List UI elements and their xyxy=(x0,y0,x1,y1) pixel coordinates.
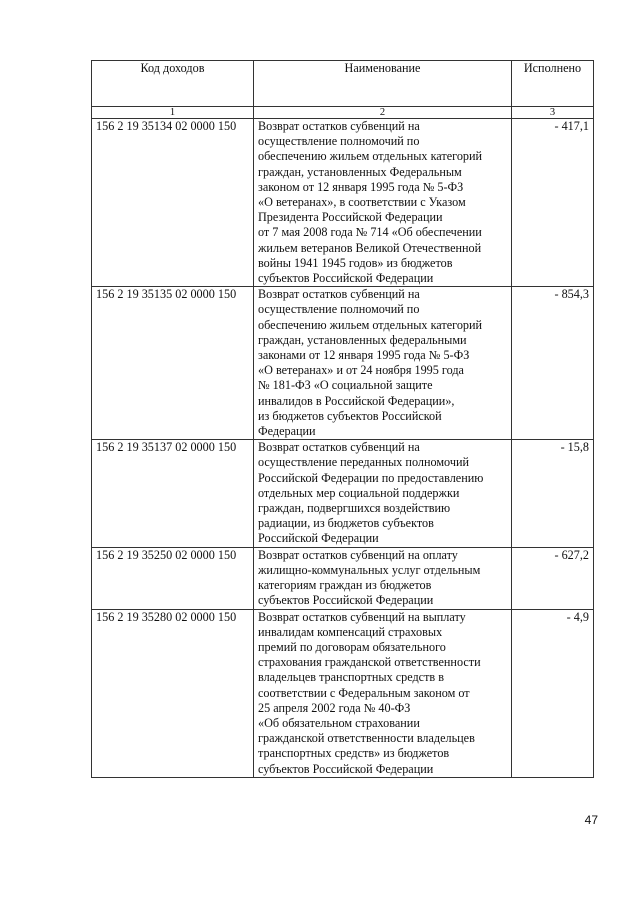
revenue-name-line: граждан, установленных Федеральным xyxy=(258,164,462,179)
header-row xyxy=(92,61,594,107)
header-amount: Исполнено xyxy=(512,61,594,107)
revenue-name xyxy=(254,287,512,440)
executed-amount: - 4,9 xyxy=(512,609,594,777)
revenue-name xyxy=(254,119,512,287)
revenue-name-line: от 7 мая 2008 года № 714 «Об обеспечении xyxy=(258,225,482,240)
table-row xyxy=(92,119,594,287)
revenue-name-line: Возврат остатков субвенций на xyxy=(258,440,420,455)
revenue-name-line: отдельных мер социальной поддержки xyxy=(258,485,460,500)
revenue-name-line: субъектов Российской Федерации xyxy=(258,761,434,776)
revenue-name-line: субъектов Российской Федерации xyxy=(258,271,434,286)
revenue-name-line: Президента Российской Федерации xyxy=(258,210,443,225)
table-row xyxy=(92,440,594,547)
revenue-name-line: «Об обязательном страховании xyxy=(258,715,420,730)
revenue-name-line: категориям граждан из бюджетов xyxy=(258,578,432,593)
revenue-name xyxy=(254,547,512,609)
executed-amount: - 627,2 xyxy=(512,547,594,609)
revenue-name-line: войны 1941 1945 годов» из бюджетов xyxy=(258,255,453,270)
executed-amount: - 417,1 xyxy=(512,119,594,287)
revenue-name-line: субъектов Российской Федерации xyxy=(258,593,434,608)
revenue-name-line: инвалидов в Российской Федерации», xyxy=(258,393,455,408)
revenue-name-line: законами от 12 января 1995 года № 5-ФЗ xyxy=(258,348,470,363)
revenue-name-line: Возврат остатков субвенций на оплату xyxy=(258,547,458,562)
table-row xyxy=(92,547,594,609)
revenue-table xyxy=(91,60,594,778)
header-code: Код доходов xyxy=(92,61,254,107)
table-row xyxy=(92,609,594,777)
revenue-name-line: Возврат остатков субвенций на выплату xyxy=(258,609,466,624)
revenue-name-line: Российской Федерации по предоставлению xyxy=(258,470,484,485)
column-number: 2 xyxy=(254,107,512,119)
revenue-code: 156 2 19 35137 02 0000 150 xyxy=(92,440,254,547)
revenue-name-line: граждан, установленных федеральными xyxy=(258,332,467,347)
revenue-name-line: из бюджетов субъектов Российской xyxy=(258,408,442,423)
revenue-name-line: «О ветеранах» и от 24 ноября 1995 года xyxy=(258,363,464,378)
revenue-name-line: № 181-ФЗ «О социальной защите xyxy=(258,378,433,393)
revenue-code: 156 2 19 35250 02 0000 150 xyxy=(92,547,254,609)
revenue-name-line: транспортных средств» из бюджетов xyxy=(258,746,450,761)
executed-amount: - 854,3 xyxy=(512,287,594,440)
revenue-name-line: 25 апреля 2002 года № 40-ФЗ xyxy=(258,700,411,715)
revenue-name-line: инвалидам компенсаций страховых xyxy=(258,624,443,639)
revenue-name-line: премий по договорам обязательного xyxy=(258,639,446,654)
revenue-name-line: Российской Федерации xyxy=(258,531,379,546)
table-row xyxy=(92,287,594,440)
column-number-row xyxy=(92,107,594,119)
revenue-name-line: соответствии с Федеральным законом от xyxy=(258,685,470,700)
revenue-name-line: гражданской ответственности владельцев xyxy=(258,731,475,746)
revenue-name-line: Возврат остатков субвенций на xyxy=(258,287,420,302)
revenue-name xyxy=(254,440,512,547)
column-number: 1 xyxy=(92,107,254,119)
revenue-name-line: законом от 12 января 1995 года № 5-ФЗ xyxy=(258,179,464,194)
page-number: 47 xyxy=(584,813,598,827)
revenue-name xyxy=(254,609,512,777)
revenue-name-line: жилищно-коммунальных услуг отдельным xyxy=(258,562,481,577)
column-number: 3 xyxy=(512,107,594,119)
executed-amount: - 15,8 xyxy=(512,440,594,547)
revenue-name-line: обеспечению жильем отдельных категорий xyxy=(258,149,483,164)
revenue-name-line: Возврат остатков субвенций на xyxy=(258,119,420,133)
header-name: Наименование xyxy=(254,61,512,107)
revenue-name-line: «О ветеранах», в соответствии с Указом xyxy=(258,195,466,210)
revenue-name-line: жильем ветеранов Великой Отечественной xyxy=(258,240,482,255)
revenue-name-line: осуществление переданных полномочий xyxy=(258,455,470,470)
revenue-name-line: Федерации xyxy=(258,424,316,439)
revenue-code: 156 2 19 35134 02 0000 150 xyxy=(92,119,254,287)
revenue-code: 156 2 19 35280 02 0000 150 xyxy=(92,609,254,777)
revenue-name-line: владельцев транспортных средств в xyxy=(258,670,444,685)
revenue-name-line: страхования гражданской ответственности xyxy=(258,655,481,670)
revenue-name-line: обеспечению жильем отдельных категорий xyxy=(258,317,483,332)
revenue-code: 156 2 19 35135 02 0000 150 xyxy=(92,287,254,440)
revenue-name-line: радиации, из бюджетов субъектов xyxy=(258,516,434,531)
revenue-name-line: осуществление полномочий по xyxy=(258,302,420,317)
revenue-name-line: граждан, подвергшихся воздействию xyxy=(258,501,451,516)
revenue-name-line: осуществление полномочий по xyxy=(258,134,420,149)
